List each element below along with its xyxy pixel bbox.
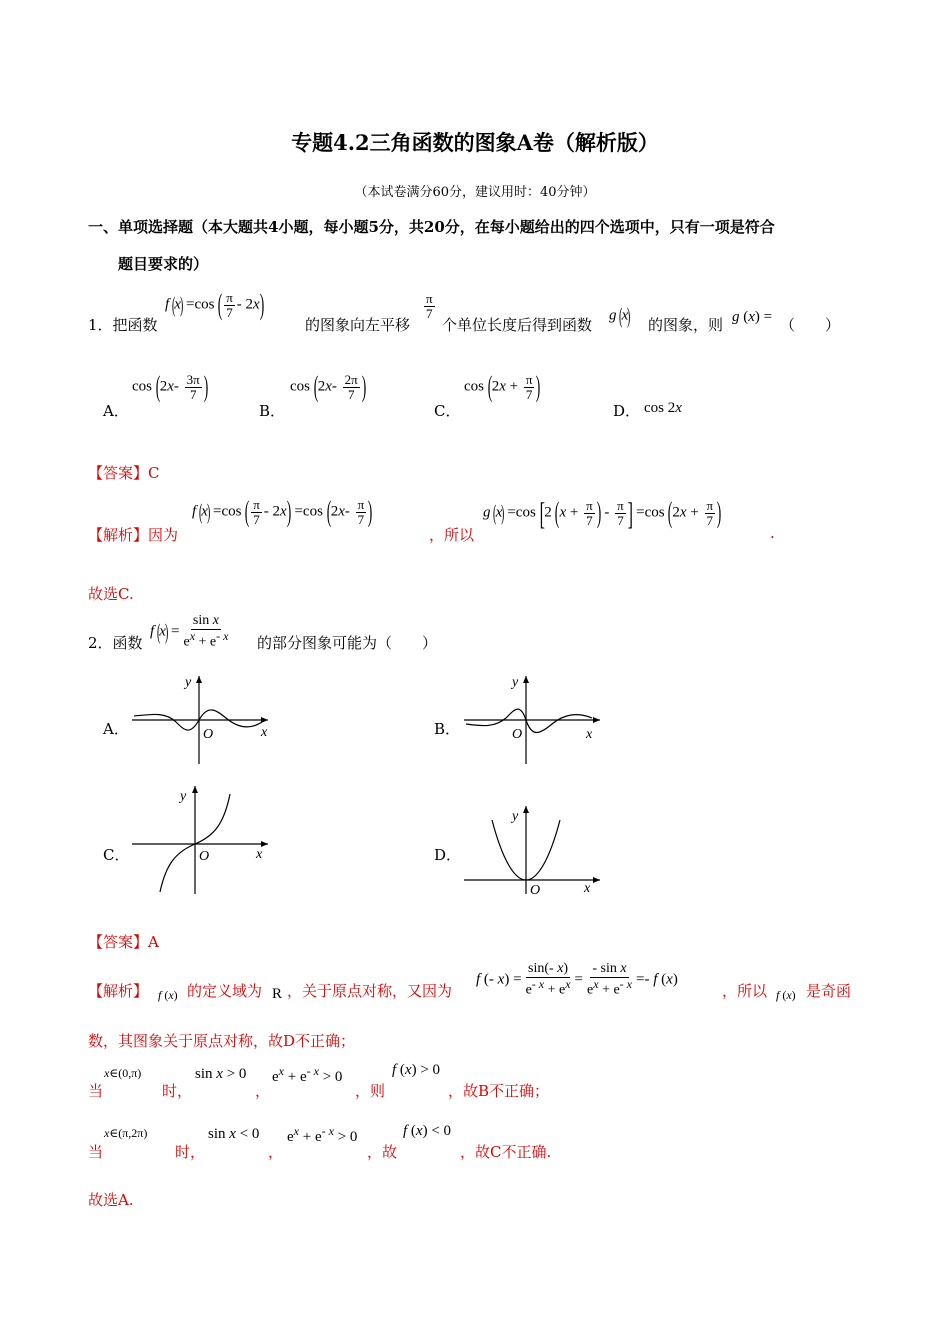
q1-blank: （ ） (780, 316, 841, 334)
q1-option-a-label: A． (103, 402, 129, 420)
q2-case2-when: 当 (88, 1143, 104, 1161)
q2-case1-when: 当 (88, 1082, 104, 1100)
graph-d (460, 802, 610, 897)
q2-option-a-label: A． (103, 720, 129, 738)
q1-option-d-formula: cos 2x (644, 400, 682, 416)
q1-analysis-formula-1: f (x) =cos ( $\frac{\pi}{7}$ - 2x) =cos (2x- $\frac{\pi}{7}$ ) (192, 495, 373, 528)
graph-c-origin: O (199, 849, 210, 864)
q2-case1-shi: 时， (162, 1082, 193, 1100)
q2-option-b-label: B． (434, 720, 461, 738)
q2-case1-interval: x∈(0,π) (104, 1066, 142, 1080)
q1-option-c-label: C． (434, 402, 461, 420)
q1-number: 1．把函数 (88, 316, 158, 334)
q2-case1-comma: ， (255, 1082, 271, 1100)
q2-analysis-label: 【解析】 (88, 982, 149, 1000)
q1-analysis-formula-2: g (x) =cos [2 (x + $\frac{\pi}{7}$ ) - $\frac{\pi}{7}$ ] =cos (2x + $\frac{\pi}{7}$ ) (483, 495, 722, 531)
q2-case1-result: ，故B不正确； (448, 1082, 550, 1100)
q2-conclusion: 故选A. (88, 1191, 134, 1209)
q2-case2-comma: ， (268, 1143, 284, 1161)
graph-b (460, 672, 610, 767)
q2-case1-fx: f (x) > 0 (392, 1062, 441, 1078)
q2-case2-gu: ，故 (367, 1143, 398, 1161)
q2-case2-fx: f (x) < 0 (403, 1123, 452, 1139)
graph-c-y-label: y (180, 789, 187, 804)
q2-number: 2．函数 (88, 634, 143, 652)
q1-answer: 【答案】C (88, 464, 160, 482)
page-title: 专题4.2三角函数的图象A卷（解析版） (291, 130, 659, 155)
q1-option-d-label: D． (613, 402, 641, 420)
q1-option-c-formula: cos (2x + $\frac{\pi}{7}$ ) (464, 370, 541, 403)
graph-d-x-label: x (584, 881, 591, 896)
graph-b-y-label: y (512, 675, 519, 690)
q2-odd-formula: f (- x) = $\frac{\sin(- x)}{e^{- x} + e^x}$ = $\frac{\text{- sin x}}{e^x + e^{- x}}$ =- f (x) (476, 961, 678, 998)
q2-domain: R (272, 986, 283, 1002)
q2-case2-result: ，故C不正确. (460, 1143, 552, 1161)
page-subtitle: （本试卷满分60分，建议用时：40分钟） (354, 185, 596, 200)
q2-fx-small-2: f (x) (776, 988, 796, 1002)
q1-text-b: 个单位长度后得到函数 (442, 316, 593, 334)
q2-case2-exp: $e^x + e^{- x} > 0$ (287, 1124, 358, 1145)
q2-text: 的部分图象可能为（ ） (257, 634, 438, 652)
q2-analysis-line2: 数，其图象关于原点对称，故D不正确； (88, 1032, 356, 1050)
graph-c (128, 782, 278, 897)
q1-gx-equals: g (x) = (732, 309, 773, 325)
q1-gx: g (x) (609, 303, 631, 328)
q1-analysis-label: 【解析】因为 (88, 526, 179, 544)
section-heading-line1: 一、单项选择题（本大题共4小题，每小题5分，共20分，在每小题给出的四个选项中，只有一项是符合 (88, 218, 775, 236)
q2-function-formula: f (x) = $\frac{\text{sin x}}{e^x + e^{- x}}$ (150, 613, 229, 650)
graph-a-origin: O (203, 727, 214, 742)
graph-b-x-label: x (586, 727, 593, 742)
q2-analysis-text-b: ，关于原点对称，又因为 (287, 982, 453, 1000)
q2-case2-shi: 时， (175, 1143, 206, 1161)
q2-case2-interval: x∈(π,2π) (104, 1126, 148, 1140)
graph-d-y-label: y (512, 809, 519, 824)
q1-fx-formula: f (x) =cos ( $\frac{\pi}{7}$ - 2x) (165, 288, 264, 321)
q1-analysis-text-b: ，所以 (429, 526, 475, 544)
q1-shift-fraction: $\frac{\pi}{7}$ (426, 291, 433, 321)
q2-answer: 【答案】A (88, 933, 159, 951)
q1-option-a-formula: cos (2x- $\frac{3\pi}{7}$ ) (132, 370, 208, 403)
graph-b-origin: O (512, 727, 523, 742)
q2-analysis-text-a: 的定义域为 (187, 982, 263, 1000)
q2-fx-small: f (x) (158, 988, 178, 1002)
q1-conclusion: 故选C. (88, 585, 134, 603)
q2-case2-sin: sin x < 0 (208, 1126, 260, 1142)
q2-option-d-label: D． (434, 846, 462, 864)
graph-a-x-label: x (261, 725, 268, 740)
graph-c-x-label: x (256, 847, 263, 862)
graph-a-y-label: y (185, 675, 192, 690)
q1-analysis-end: . (770, 524, 775, 542)
q2-analysis-text-d: 是奇函 (806, 982, 852, 1000)
q2-case1-ze: ，则 (355, 1082, 386, 1100)
q2-analysis-text-c: ，所以 (722, 982, 768, 1000)
q1-option-b-formula: cos (2x- $\frac{2\pi}{7}$ ) (290, 370, 366, 403)
q1-option-b-label: B． (259, 402, 286, 420)
q2-case1-sin: sin x > 0 (195, 1066, 247, 1082)
graph-a (128, 672, 278, 767)
section-heading-line2: 题目要求的） (118, 255, 209, 273)
graph-d-origin: O (530, 883, 541, 897)
q2-option-c-label: C． (103, 846, 130, 864)
q2-case1-exp: $e^x + e^{- x} > 0$ (272, 1064, 343, 1085)
q1-text-c: 的图象，则 (648, 316, 724, 334)
q1-text-a: 的图象向左平移 (305, 316, 411, 334)
